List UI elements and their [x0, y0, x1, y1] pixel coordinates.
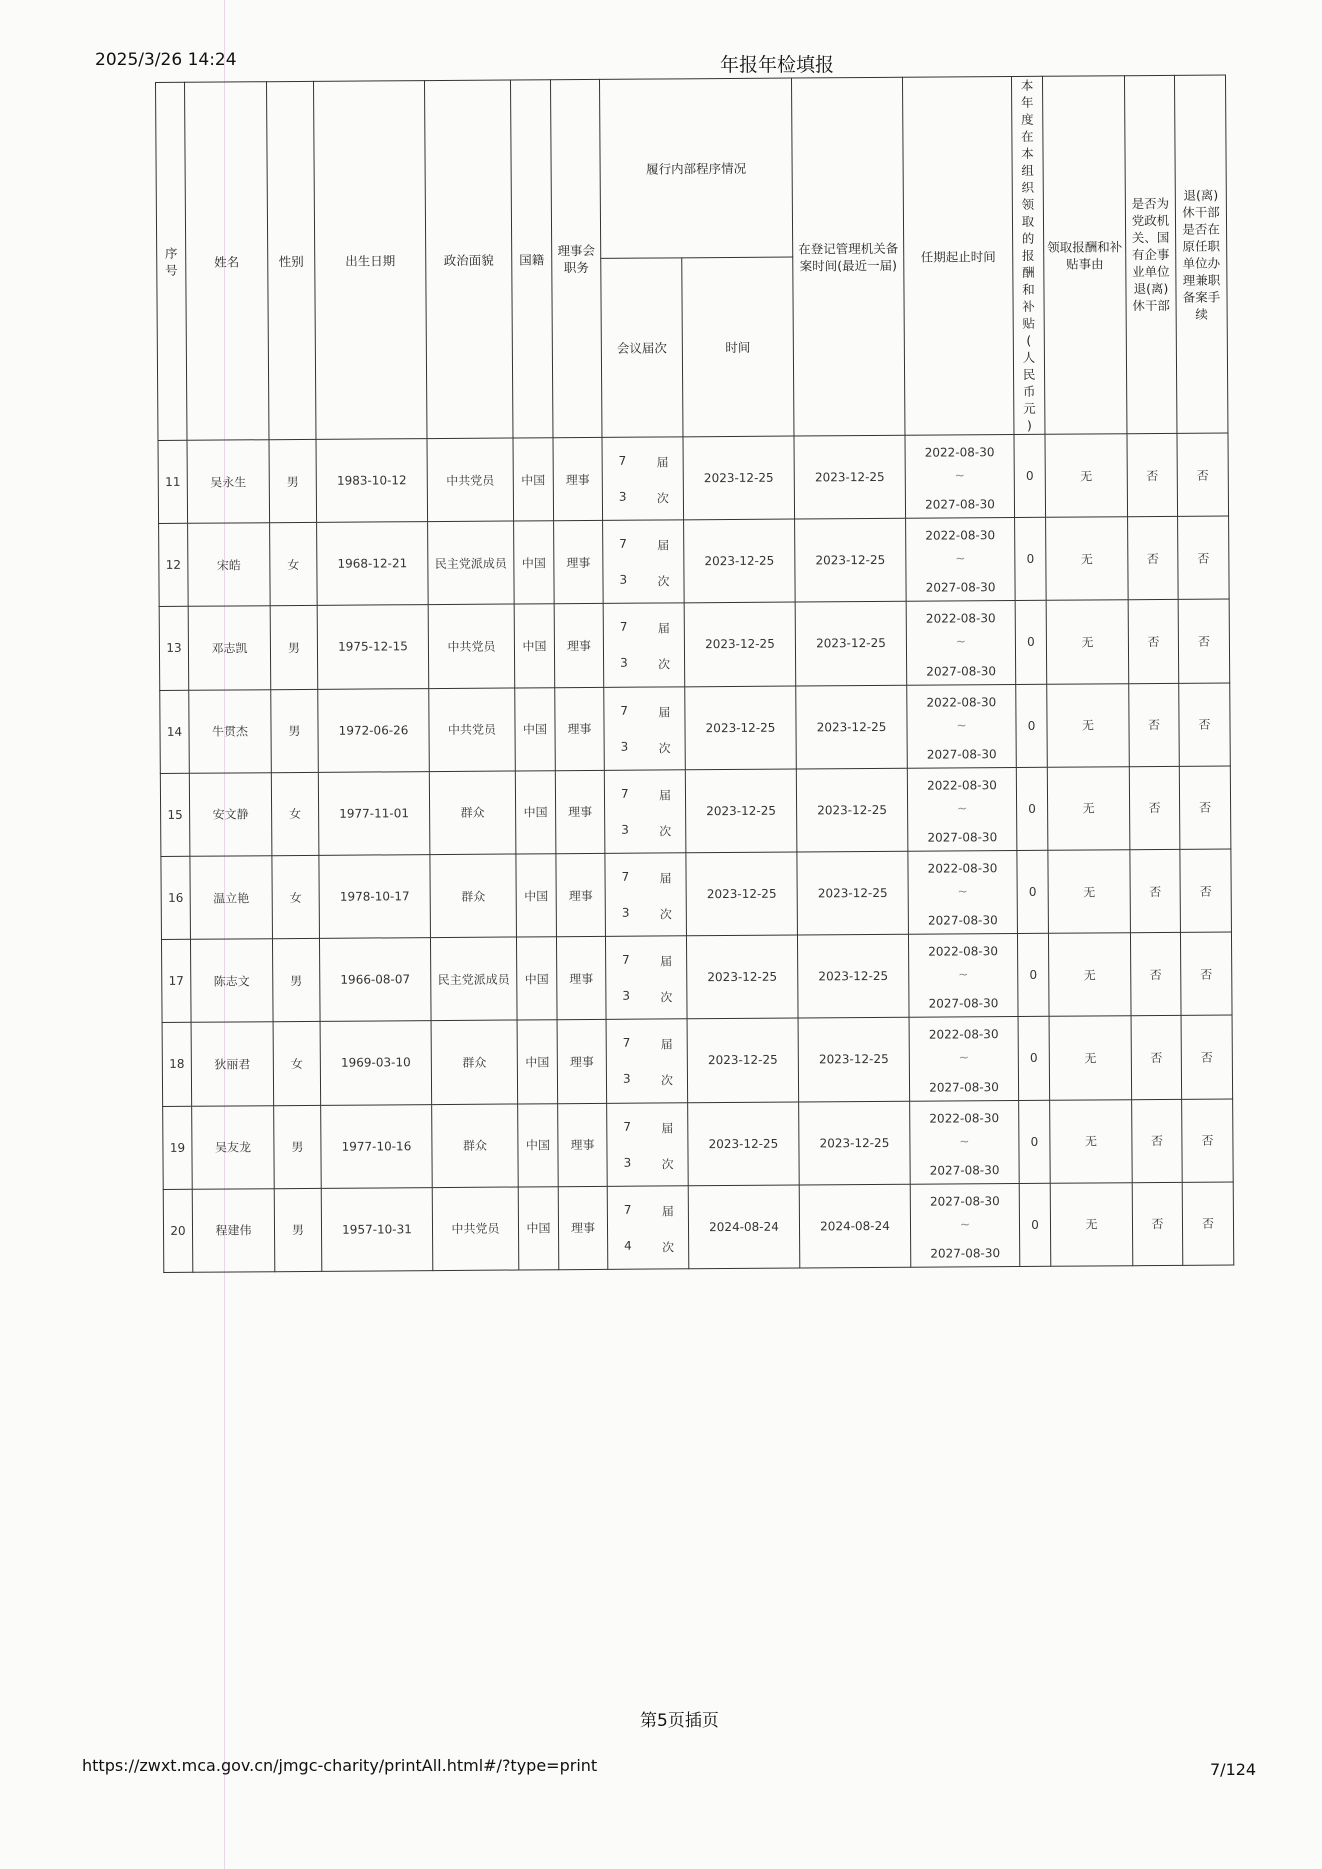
cell-political: 群众: [432, 1103, 519, 1187]
cell-compensation: 0: [1019, 1183, 1051, 1266]
term-separator: ~: [959, 1133, 970, 1148]
cell-role: 理事: [553, 437, 603, 521]
cell-nationality: 中国: [516, 854, 557, 937]
meeting-unit: 次: [660, 1073, 674, 1088]
meeting-number: 3: [619, 572, 628, 587]
cell-seq: 11: [158, 440, 188, 523]
term-start: 2022-08-30: [928, 944, 999, 959]
cell-retired: 否: [1128, 517, 1179, 601]
col-header-nationality: 国籍: [510, 80, 552, 438]
cell-filed: 否: [1180, 932, 1232, 1016]
cell-time: 2023-12-25: [684, 602, 796, 686]
cell-compensation: 0: [1016, 684, 1048, 767]
cell-filing: 2023-12-25: [796, 685, 908, 769]
session-number: 7: [623, 1119, 631, 1134]
vertical-text: 本 年 度 在 本 组 织 领 取 的 报 酬 和 补 贴 ( 人 民 币 元 ): [1020, 77, 1036, 433]
table-row: [159, 599, 1230, 690]
session-number: 7: [622, 1036, 631, 1051]
meeting-session-box: [607, 1020, 688, 1103]
cell-gender: 女: [272, 855, 320, 939]
cell-retired: 否: [1129, 683, 1180, 767]
term-separator: ~: [955, 551, 966, 566]
term-separator: ~: [956, 717, 967, 732]
cell-reason: 无: [1050, 1182, 1133, 1266]
term-box: [906, 518, 1015, 601]
cell-name: 邓志凯: [188, 606, 271, 690]
term-box: [910, 1017, 1019, 1100]
print-url: https://zwxt.mca.gov.cn/jmgc-charity/printAll.html#/?type=print: [82, 1756, 598, 1775]
meeting-session-box: [608, 1186, 689, 1269]
cell-reason: 无: [1050, 1099, 1133, 1183]
cell-reason: 无: [1047, 766, 1130, 850]
cell-name: 陈志文: [190, 939, 273, 1023]
cell-seq: 19: [163, 1106, 193, 1189]
cell-retired: 否: [1131, 1016, 1182, 1100]
term-end: 2027-08-30: [925, 580, 996, 596]
cell-meeting-session: [606, 1019, 688, 1103]
cell-political: 群众: [431, 1020, 518, 1104]
cell-compensation: 0: [1015, 517, 1047, 600]
col-header-birth: 出生日期: [313, 81, 426, 440]
term-separator: ~: [957, 801, 968, 816]
session-unit: 届: [660, 954, 673, 969]
meeting-session-box: [606, 936, 687, 1019]
cell-reason: 无: [1047, 683, 1130, 767]
cell-seq: 12: [159, 523, 189, 606]
cell-term: [908, 850, 1018, 934]
cell-time: 2024-08-24: [688, 1185, 800, 1269]
cell-seq: 13: [159, 607, 189, 690]
cell-seq: 16: [161, 856, 191, 939]
session-number: 7: [619, 620, 628, 635]
cell-time: 2023-12-25: [688, 1102, 800, 1186]
cell-political: 中共党员: [429, 688, 516, 772]
cell-compensation: 0: [1018, 1017, 1050, 1100]
term-box: [907, 601, 1016, 684]
session-number: 7: [618, 453, 627, 468]
cell-nationality: 中国: [513, 438, 554, 521]
cell-name: 吴永生: [187, 440, 270, 524]
cell-filing: 2023-12-25: [797, 851, 909, 935]
cell-meeting-session: [603, 603, 685, 687]
meeting-number: 3: [620, 739, 629, 754]
session-number: 7: [620, 703, 629, 718]
session-number: 7: [623, 1202, 632, 1217]
cell-compensation: 0: [1014, 434, 1046, 517]
cell-filed: 否: [1178, 516, 1230, 600]
cell-retired: 否: [1129, 766, 1180, 850]
col-header-reason: [1042, 76, 1126, 435]
session-unit: 届: [659, 871, 672, 886]
cell-role: 理事: [558, 1186, 608, 1270]
insert-page-label: 第5页插页: [640, 1711, 719, 1731]
cell-seq: 20: [163, 1189, 193, 1272]
meeting-unit: 次: [662, 1240, 675, 1255]
cell-name: 狄丽君: [191, 1022, 274, 1106]
cell-term: [907, 684, 1017, 768]
vertical-text: 序 号: [164, 245, 178, 278]
cell-meeting-session: [602, 437, 684, 521]
table-row: [163, 1099, 1234, 1190]
cell-birth: 1968-12-21: [317, 522, 429, 606]
term-start: 2022-08-30: [927, 861, 998, 876]
cell-meeting-session: [604, 686, 686, 770]
cell-time: 2023-12-25: [687, 1018, 799, 1102]
meeting-number: 3: [622, 988, 631, 1003]
cell-term: [910, 1183, 1020, 1267]
meeting-unit: 次: [659, 824, 672, 839]
cell-gender: 女: [271, 772, 319, 856]
cell-nationality: 中国: [514, 521, 555, 604]
cell-term: [905, 435, 1015, 519]
term-end: 2027-08-30: [928, 996, 999, 1011]
session-unit: 届: [658, 788, 672, 803]
col-header-political: 政治面貌: [424, 80, 512, 439]
cell-time: 2023-12-25: [685, 769, 797, 853]
cell-filing: 2023-12-25: [798, 1018, 910, 1102]
cell-filing: 2023-12-25: [794, 435, 906, 519]
term-end: 2027-08-30: [925, 497, 995, 512]
cell-filed: 否: [1179, 766, 1231, 850]
cell-seq: 18: [162, 1023, 192, 1106]
cell-term: [906, 518, 1016, 602]
term-box: [909, 934, 1018, 1017]
cell-meeting-session: [607, 1185, 689, 1269]
cell-time: 2023-12-25: [683, 436, 795, 520]
cell-role: 理事: [554, 604, 604, 688]
cell-compensation: 0: [1019, 1100, 1051, 1183]
session-unit: 届: [661, 1204, 674, 1219]
term-start: 2022-08-30: [927, 777, 997, 793]
print-datetime: 2025/3/26 14:24: [95, 50, 237, 70]
cell-time: 2023-12-25: [686, 935, 798, 1019]
cell-meeting-session: [604, 770, 686, 854]
cell-nationality: 中国: [516, 937, 557, 1020]
cell-compensation: 0: [1015, 601, 1047, 684]
cell-political: 民主党派成员: [428, 521, 515, 605]
meeting-number: 3: [621, 905, 630, 920]
meeting-unit: 次: [657, 574, 670, 589]
meeting-session-box: [605, 770, 686, 853]
cell-gender: 男: [269, 439, 317, 523]
cell-retired: 否: [1130, 849, 1181, 933]
meeting-number: 3: [621, 822, 629, 837]
cell-seq: 17: [161, 939, 191, 1022]
term-separator: ~: [957, 884, 968, 899]
meeting-unit: 次: [660, 990, 673, 1005]
cell-seq: 14: [160, 690, 190, 773]
cell-time: 2023-12-25: [685, 686, 797, 770]
term-start: 2022-08-30: [929, 1110, 1000, 1126]
term-box: [911, 1184, 1020, 1267]
term-start: 2027-08-30: [929, 1193, 1000, 1209]
cell-role: 理事: [557, 1020, 607, 1104]
cell-name: 程建伟: [192, 1188, 275, 1272]
table-row: [162, 1015, 1233, 1106]
cell-retired: 否: [1132, 1182, 1183, 1266]
cell-meeting-session: [605, 936, 687, 1020]
table-row: [161, 932, 1232, 1023]
meeting-session-box: [602, 437, 683, 520]
cell-role: 理事: [556, 853, 606, 937]
session-unit: 届: [661, 1120, 674, 1135]
term-start: 2022-08-30: [925, 611, 996, 627]
cell-filed: 否: [1177, 433, 1229, 517]
term-start: 2022-08-30: [925, 528, 996, 543]
meeting-session-box: [607, 1103, 688, 1186]
cell-retired: 否: [1130, 932, 1181, 1016]
cell-political: 中共党员: [432, 1187, 519, 1271]
meeting-unit: 次: [658, 657, 671, 672]
cell-gender: 女: [270, 523, 318, 607]
term-separator: ~: [955, 634, 967, 649]
term-start: 2022-08-30: [926, 694, 997, 710]
meeting-unit: 次: [661, 1156, 674, 1171]
header-text: 在登记管理机关备案时间(最近一届): [798, 240, 899, 274]
cell-political: 民主党派成员: [430, 937, 517, 1021]
term-box: [910, 1100, 1019, 1183]
cell-term: [906, 601, 1016, 685]
cell-filing: 2023-12-25: [797, 934, 909, 1018]
cell-filed: 否: [1181, 1015, 1233, 1099]
board-member-table: [155, 75, 1234, 1273]
term-start: 2022-08-30: [924, 445, 995, 460]
term-end: 2027-08-30: [930, 1246, 1001, 1261]
cell-reason: 无: [1048, 850, 1131, 934]
col-header-filing-time: [792, 77, 905, 436]
meeting-session-box: [603, 521, 684, 604]
cell-gender: 男: [272, 938, 320, 1022]
cell-filed: 否: [1182, 1099, 1234, 1183]
term-end: 2027-08-30: [929, 1162, 1000, 1178]
cell-nationality: 中国: [517, 1020, 558, 1103]
cell-nationality: 中国: [518, 1186, 559, 1269]
cell-role: 理事: [555, 770, 605, 854]
cell-filing: 2023-12-25: [795, 518, 907, 602]
cell-reason: 无: [1048, 933, 1131, 1017]
cell-political: 中共党员: [428, 604, 515, 688]
cell-compensation: 0: [1016, 767, 1048, 850]
cell-filed: 否: [1178, 599, 1230, 683]
cell-gender: 男: [274, 1105, 322, 1189]
term-end: 2027-08-30: [927, 830, 998, 845]
header-text: 领取报酬和补贴事由: [1047, 238, 1123, 272]
cell-filing: 2023-12-25: [795, 602, 907, 686]
term-separator: ~: [958, 1050, 969, 1065]
cell-filed: 否: [1180, 849, 1232, 933]
cell-reason: 无: [1049, 1016, 1132, 1100]
cell-retired: 否: [1127, 433, 1178, 517]
cell-political: 群众: [429, 771, 516, 855]
cell-gender: 男: [271, 689, 319, 773]
term-box: [907, 685, 1016, 768]
col-header-term: 任期起止时间: [903, 77, 1014, 436]
cell-reason: 无: [1046, 600, 1129, 684]
table-row: [160, 683, 1231, 774]
session-number: 7: [621, 869, 630, 884]
cell-term: [908, 934, 1018, 1018]
cell-filing: 2023-12-25: [796, 768, 908, 852]
cell-birth: 1977-11-01: [318, 771, 430, 855]
cell-political: 群众: [430, 854, 517, 938]
col-header-time: 时间: [682, 257, 794, 437]
cell-nationality: 中国: [515, 770, 556, 853]
cell-term: [909, 1017, 1019, 1101]
meeting-session-box: [604, 687, 685, 770]
cell-nationality: 中国: [514, 604, 555, 687]
cell-time: 2023-12-25: [686, 852, 798, 936]
cell-name: 牛贯杰: [189, 689, 272, 773]
cell-nationality: 中国: [518, 1103, 559, 1186]
table-body: [158, 433, 1234, 1272]
cell-role: 理事: [556, 937, 606, 1021]
cell-role: 理事: [555, 687, 605, 771]
cell-filed: 否: [1182, 1182, 1234, 1266]
cell-gender: 男: [274, 1188, 322, 1272]
cell-time: 2023-12-25: [684, 519, 796, 603]
term-end: 2027-08-30: [926, 746, 997, 762]
cell-political: 中共党员: [427, 438, 514, 522]
col-header-procedure: 履行内部程序情况: [599, 78, 792, 258]
meeting-unit: 次: [658, 740, 671, 756]
page-title: 年报年检填报: [720, 54, 835, 76]
col-header-compensation: [1011, 76, 1044, 434]
term-end: 2027-08-30: [926, 663, 997, 679]
term-box: [908, 851, 1017, 934]
cell-gender: 女: [273, 1022, 321, 1106]
term-separator: ~: [954, 468, 965, 483]
cell-reason: 无: [1046, 517, 1129, 601]
session-unit: 届: [658, 704, 671, 720]
cell-meeting-session: [605, 853, 687, 937]
col-header-name: 姓名: [185, 82, 269, 441]
cell-meeting-session: [607, 1102, 689, 1186]
cell-name: 吴友龙: [192, 1105, 275, 1189]
cell-retired: 否: [1132, 1099, 1183, 1183]
table-row: [159, 516, 1230, 607]
cell-birth: 1978-10-17: [319, 855, 431, 939]
col-header-retired-cadre: [1124, 75, 1176, 433]
table-row: [160, 766, 1231, 857]
table-row: [158, 433, 1229, 524]
session-number: 7: [620, 786, 629, 801]
col-header-seq: [156, 82, 187, 440]
cell-compensation: 0: [1017, 850, 1049, 933]
cell-filing: 2024-08-24: [799, 1184, 911, 1268]
meeting-number: 3: [620, 656, 628, 671]
term-end: 2027-08-30: [929, 1079, 999, 1095]
cell-birth: 1969-03-10: [320, 1021, 432, 1105]
cell-reason: 无: [1045, 434, 1128, 518]
term-box: [906, 435, 1015, 518]
session-number: 7: [622, 952, 630, 967]
meeting-unit: 次: [659, 907, 672, 922]
col-header-gender: 性别: [267, 81, 316, 439]
meeting-number: 3: [618, 489, 627, 504]
session-unit: 届: [657, 621, 670, 636]
cell-term: [907, 767, 1017, 851]
col-header-meeting-session: 会议届次: [601, 258, 683, 438]
meeting-session-box: [604, 604, 685, 687]
cell-meeting-session: [603, 520, 685, 604]
cell-birth: 1977-10-16: [321, 1104, 433, 1188]
meeting-number: 3: [622, 1072, 631, 1087]
term-box: [908, 768, 1017, 851]
cell-birth: 1972-06-26: [318, 688, 430, 772]
meeting-number: 3: [623, 1155, 632, 1170]
session-unit: 届: [656, 455, 669, 470]
cell-gender: 男: [270, 606, 318, 690]
col-header-board-role: [550, 79, 601, 437]
header-text: 退(离)休干部是否在原任职单位办理兼职备案手续: [1182, 187, 1221, 322]
cell-name: 温立艳: [190, 856, 273, 940]
term-end: 2027-08-30: [927, 913, 998, 928]
session-unit: 届: [657, 538, 670, 553]
cell-birth: 1966-08-07: [319, 938, 431, 1022]
cell-birth: 1975-12-15: [317, 605, 429, 689]
cell-term: [910, 1100, 1020, 1184]
cell-role: 理事: [554, 521, 604, 605]
cell-nationality: 中国: [515, 687, 556, 770]
header-text: 是否为党政机关、国有企事业单位退(离)休干部: [1131, 195, 1170, 314]
term-start: 2022-08-30: [928, 1027, 999, 1042]
table-row: [161, 849, 1232, 940]
cell-compensation: 0: [1017, 933, 1049, 1016]
meeting-number: 4: [624, 1238, 632, 1253]
cell-seq: 15: [160, 773, 190, 856]
cell-retired: 否: [1128, 600, 1179, 684]
cell-filing: 2023-12-25: [799, 1101, 911, 1185]
meeting-session-box: [605, 853, 686, 936]
session-number: 7: [619, 536, 627, 551]
cell-name: 安文静: [189, 772, 272, 856]
cell-birth: 1957-10-31: [321, 1187, 433, 1271]
table-row: [163, 1182, 1234, 1273]
col-header-filed-formalities: [1174, 75, 1227, 433]
page-number: 7/124: [1210, 1760, 1257, 1779]
meeting-unit: 次: [656, 491, 669, 506]
term-separator: ~: [959, 1217, 971, 1232]
cell-birth: 1983-10-12: [316, 439, 428, 523]
term-separator: ~: [958, 967, 969, 982]
cell-filed: 否: [1179, 683, 1231, 767]
session-unit: 届: [660, 1037, 673, 1052]
cell-name: 宋皓: [188, 523, 271, 607]
header-text: 理事会职务: [557, 242, 595, 275]
cell-role: 理事: [558, 1103, 608, 1187]
